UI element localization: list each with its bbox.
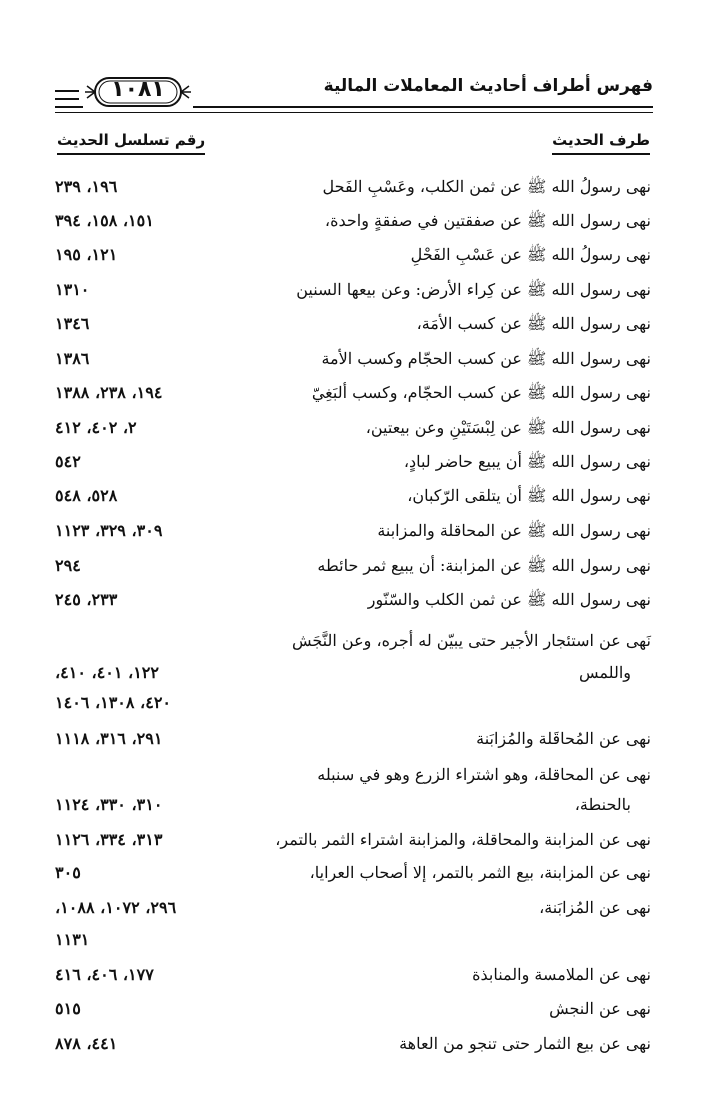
hadith-numbers: ٥١٥ (55, 999, 81, 1018)
hadith-numbers: ١٢١، ١٩٥ (55, 245, 118, 264)
running-title: فهرس أطراف أحاديث المعاملات المالية (323, 76, 653, 96)
column-header-number: رقم تسلسل الحديث (57, 131, 205, 155)
page-number: ١٠٨١ (111, 77, 165, 102)
hadith-numbers: ٥٤٢ (55, 452, 81, 471)
hadith-numbers: ١٣٨٦ (55, 349, 90, 368)
hadith-text: نهى رسول الله ﷺ عن المزابنة: أن يبيع ثمر حائطه (317, 556, 651, 575)
hadith-text: نهى عن المحاقلة، وهو اشتراء الزرع وهو في سنبله (317, 765, 651, 784)
hadith-numbers: ٢٣٣، ٢٤٥ (55, 590, 118, 609)
list-item (55, 960, 651, 990)
list-item (55, 724, 651, 754)
hadith-text: نهى رسول الله ﷺ أن يبيع حاضر لبادٍ، (403, 452, 651, 471)
hadith-numbers: ١٩٤، ٢٣٨، ١٣٨٨ (55, 383, 163, 402)
hadith-numbers: ٣١٠، ٣٣٠، ١١٢٤ (55, 795, 163, 814)
hadith-numbers: ١٩٦، ٢٣٩ (55, 177, 118, 196)
hadith-text: نهى عن بيع الثمار حتى تنجو من العاهة (399, 1034, 651, 1053)
list-item (55, 994, 651, 1024)
header-dash (55, 90, 79, 100)
list-item (55, 481, 651, 511)
hadith-text: نهى رسول الله ﷺ أن يتلقى الرّكبان، (407, 486, 651, 505)
hadith-text: بالحنطة، (574, 795, 631, 814)
list-item (55, 858, 651, 888)
list-item (55, 309, 651, 339)
hadith-numbers: ١٥١، ١٥٨، ٣٩٤ (55, 211, 154, 230)
hadith-numbers: ١٣٤٦ (55, 314, 90, 333)
hadith-numbers: ١٣١٠ (55, 280, 90, 299)
hadith-numbers: ٤٤١، ٨٧٨ (55, 1034, 118, 1053)
list-item (55, 825, 651, 855)
hadith-numbers: ٤٢٠، ١٣٠٨، ١٤٠٦ (55, 693, 171, 712)
hadith-numbers: ٢، ٤٠٢، ٤١٢ (55, 418, 137, 437)
list-item (55, 658, 651, 688)
list-item (55, 585, 651, 615)
page-header (55, 70, 653, 118)
hadith-text: نهى رسولُ الله ﷺ عن ثمن الكلب، وعَسْبِ الفَحل (322, 177, 651, 196)
header-rule-thin (55, 112, 653, 113)
hadith-text: نهى رسول الله ﷺ عن لِبْسَتَيْنِ وعن بيعتين، (365, 418, 651, 437)
list-item (55, 344, 651, 374)
hadith-text: نهى رسول الله ﷺ عن كِراء الأرض: وعن بيعها السنين (296, 280, 651, 299)
hadith-numbers: ٣٠٩، ٣٢٩، ١١٢٣ (55, 521, 163, 540)
list-item (55, 790, 651, 820)
hadith-text: نهى رسول الله ﷺ عن المحاقلة والمزابنة (377, 521, 651, 540)
hadith-text: واللمس (579, 663, 631, 682)
list-item (55, 240, 651, 270)
hadith-numbers: ١٢٢، ٤٠١، ٤١٠، (55, 663, 159, 682)
list-item (55, 447, 651, 477)
list-item (55, 688, 651, 718)
list-item (55, 378, 651, 408)
hadith-text: نهى رسول الله ﷺ عن كسب الأمَة، (416, 314, 651, 333)
hadith-text: نهى رسولُ الله ﷺ عن عَسْبِ الفَحْلِ (410, 245, 651, 264)
hadith-text: نهى عن المُحاقَلة والمُزابَنة (476, 729, 651, 748)
list-item (55, 551, 651, 581)
list-item (55, 925, 651, 955)
hadith-text: نهى عن الملامسة والمنابذة (472, 965, 651, 984)
hadith-numbers: ٢٩١، ٣١٦، ١١١٨ (55, 729, 163, 748)
hadith-numbers: ٢٩٤ (55, 556, 81, 575)
hadith-numbers: ٣٠٥ (55, 863, 81, 882)
hadith-numbers: ٥٢٨، ٥٤٨ (55, 486, 118, 505)
column-header-hadith: طرف الحديث (552, 131, 650, 155)
list-item (55, 275, 651, 305)
hadith-text: نهى عن المزابنة، بيع الثمر بالتمر، إلا أصحاب العرايا، (309, 863, 651, 882)
hadith-text: نهى عن النجش (549, 999, 651, 1018)
list-item (55, 206, 651, 236)
list-item (55, 893, 651, 923)
hadith-text: نهى رسول الله ﷺ عن ثمن الكلب والسّنّور (367, 590, 651, 609)
list-item (55, 1029, 651, 1059)
list-item (55, 516, 651, 546)
hadith-text: نهى عن المُزابَنة، (539, 898, 651, 917)
hadith-text: نهى رسول الله ﷺ عن كسب الحجّام وكسب الأمة (321, 349, 651, 368)
hadith-text: نهى رسول الله ﷺ عن كسب الحجّام، وكسب ألبَغِيّ (311, 383, 651, 402)
hadith-numbers: ٢٩٦، ١٠٧٢، ١٠٨٨، (55, 898, 177, 917)
list-item (55, 626, 651, 656)
list-item (55, 172, 651, 202)
list-item (55, 413, 651, 443)
hadith-numbers: ١٧٧، ٤٠٦، ٤١٦ (55, 965, 154, 984)
hadith-numbers: ١١٣١ (55, 930, 90, 949)
hadith-text: نهى عن المزابنة والمحاقلة، والمزابنة اشتراء الثمر بالتمر، (275, 830, 651, 849)
hadith-text: نهى رسول الله ﷺ عن صفقتين في صفقةٍ واحدة، (324, 211, 651, 230)
page-number-ornament (83, 72, 193, 112)
list-item (55, 760, 651, 790)
hadith-numbers: ٣١٣، ٣٣٤، ١١٢٦ (55, 830, 163, 849)
hadith-text: نَهى عن استئجار الأجير حتى يبيّن له أجره، وعن النَّجَش (291, 631, 651, 650)
